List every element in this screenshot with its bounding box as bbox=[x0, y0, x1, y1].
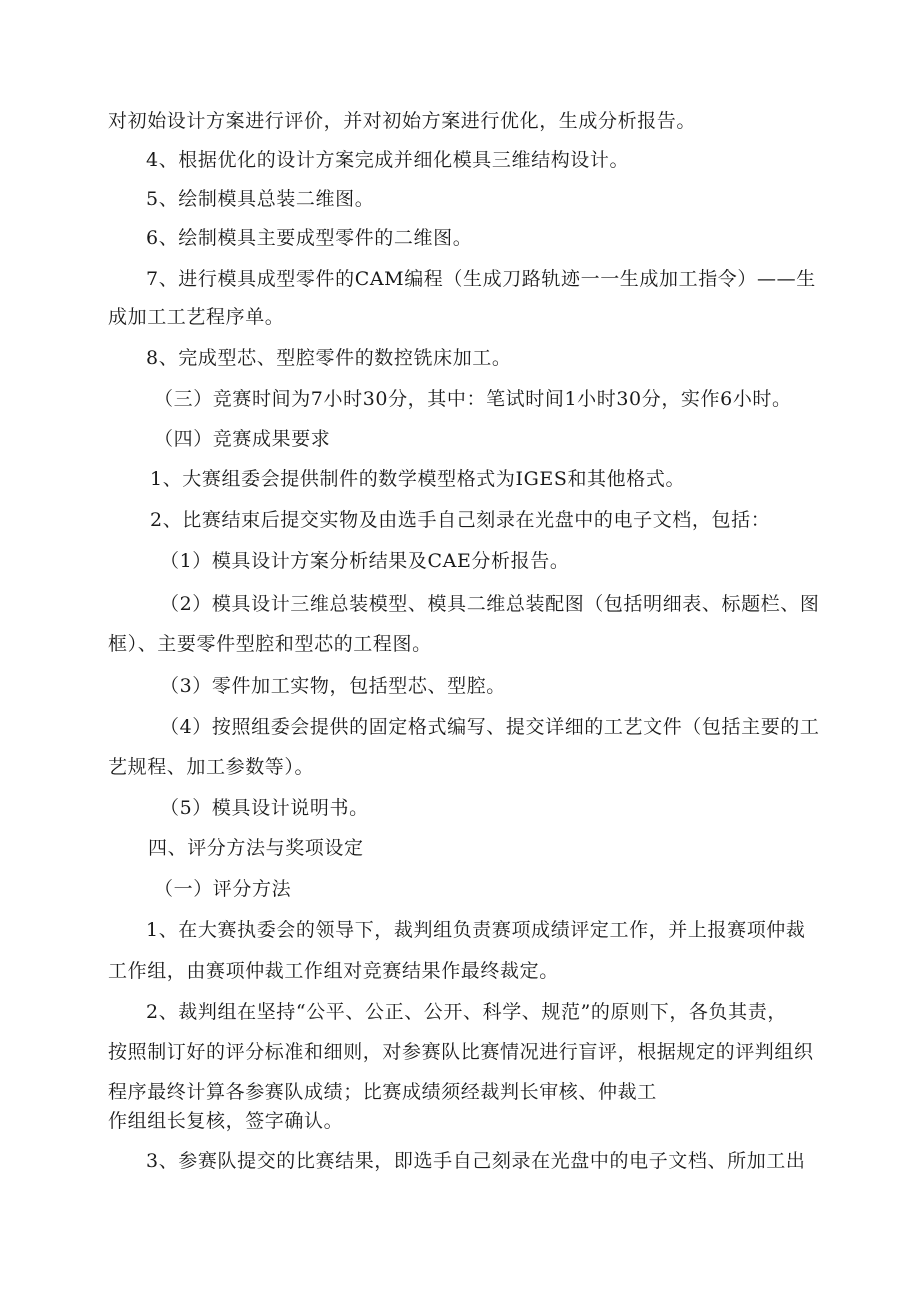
paragraph-line: 2、比赛结束后提交实物及由选手自己刻录在光盘中的电子文档，包括： bbox=[150, 509, 771, 531]
list-item: （2）模具设计三维总装模型、模具二维总装配图（包括明细表、标题栏、图 bbox=[160, 593, 820, 615]
paragraph-line: 工作组，由赛项仲裁工作组对竞赛结果作最终裁定。 bbox=[108, 960, 559, 982]
paragraph-line: 8、完成型芯、型腔零件的数控铣床加工。 bbox=[146, 347, 512, 369]
subsection-heading: （一）评分方法 bbox=[154, 878, 292, 900]
section-heading: 四、评分方法与奖项设定 bbox=[148, 837, 364, 859]
paragraph-line: 2、裁判组在坚持“公平、公正、公开、科学、规范”的原则下，各负其责， bbox=[146, 1001, 787, 1023]
list-item-continuation: 框）、主要零件型腔和型芯的工程图。 bbox=[108, 633, 432, 655]
paragraph-line: 按照制订好的评分标准和细则，对参赛队比赛情况进行盲评，根据规定的评判组织 bbox=[108, 1041, 814, 1063]
list-item: （4）按照组委会提供的固定格式编写、提交详细的工艺文件（包括主要的工 bbox=[160, 716, 820, 738]
paragraph-line: 1、大赛组委会提供制件的数学模型格式为IGES和其他格式。 bbox=[150, 468, 686, 490]
paragraph-line: 7、进行模具成型零件的CAM编程（生成刀路轨迹一一生成加工指令）——生 bbox=[146, 268, 816, 290]
paragraph-line: 对初始设计方案进行评价，并对初始方案进行优化，生成分析报告。 bbox=[108, 110, 697, 132]
paragraph-line: （三）竞赛时间为7小时30分，其中：笔试时间1小时30分，实作6小时。 bbox=[154, 388, 792, 410]
paragraph-line: 3、参赛队提交的比赛结果，即选手自己刻录在光盘中的电子文档、所加工出 bbox=[146, 1150, 806, 1172]
paragraph-line: 5、绘制模具总装二维图。 bbox=[146, 188, 375, 210]
paragraph-line: 作组组长复核，签字确认。 bbox=[108, 1110, 344, 1132]
list-item: （5）模具设计说明书。 bbox=[160, 797, 369, 819]
list-item: （1）模具设计方案分析结果及CAE分析报告。 bbox=[160, 550, 570, 572]
list-item-continuation: 艺规程、加工参数等）。 bbox=[108, 756, 315, 778]
paragraph-line: 6、绘制模具主要成型零件的二维图。 bbox=[146, 227, 473, 249]
paragraph-line: 程序最终计算各参赛队成绩；比赛成绩须经裁判长审核、仲裁工 bbox=[108, 1081, 657, 1103]
paragraph-line: 4、根据优化的设计方案完成并细化模具三维结构设计。 bbox=[146, 149, 630, 171]
paragraph-line: 1、在大赛执委会的领导下，裁判组负责赛项成绩评定工作，并上报赛项仲裁 bbox=[146, 919, 806, 941]
section-heading: （四）竞赛成果要求 bbox=[154, 428, 331, 450]
list-item: （3）零件加工实物，包括型芯、型腔。 bbox=[160, 675, 506, 697]
paragraph-line: 成加工工艺程序单。 bbox=[108, 306, 285, 328]
